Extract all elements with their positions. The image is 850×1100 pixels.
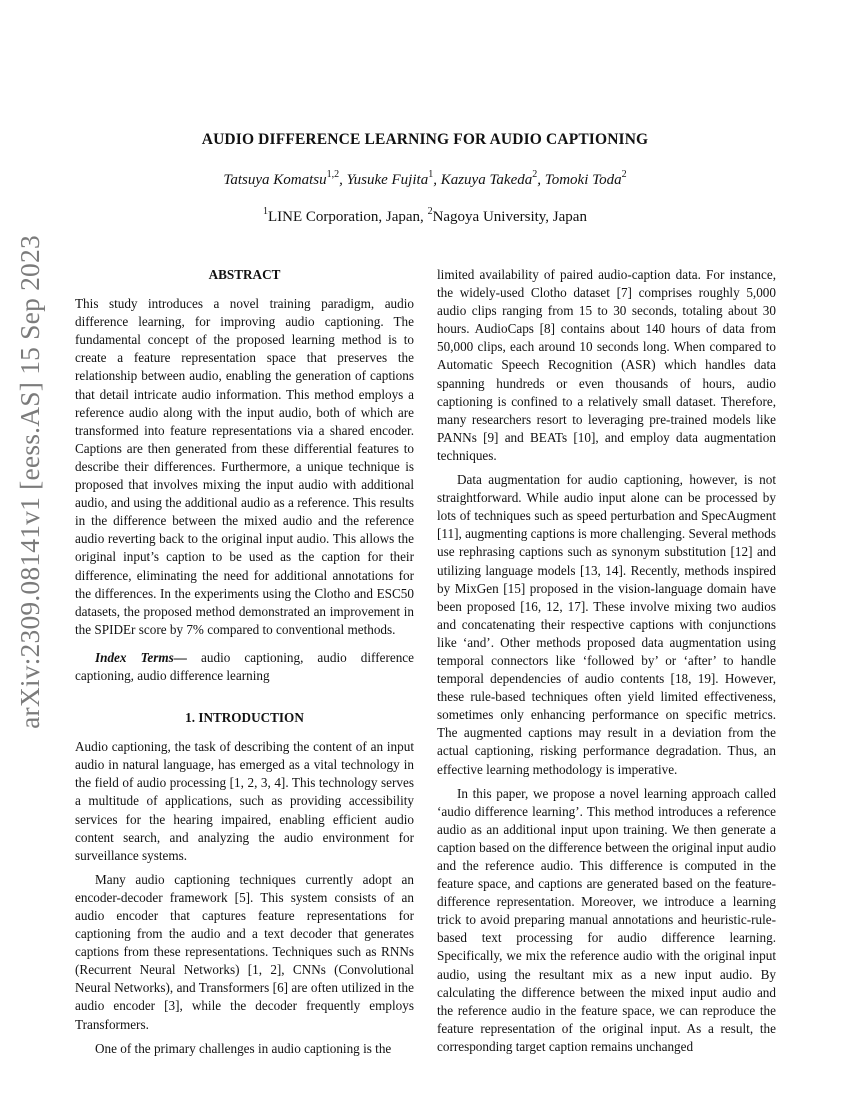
author: Tatsuya Komatsu$^{1,2}$, bbox=[223, 169, 347, 188]
paragraph: Audio captioning, the task of describing the content of an input audio in natural language, has emerged as a vital technology in the field of audio processing [1, 2, 3, 4]. This technology serves a multitude of applications, such as providing accessibility services for the hearing impaired, enabling efficient audio content search, and analyzing the audio environment for surveillance systems. bbox=[75, 739, 414, 863]
paragraph: limited availability of paired audio-caption data. For instance, the widely-used Clotho dataset [7] comprises roughly 5,000 audio clips ranging from 15 to 30 seconds, totaling about 30 hours. AudioCaps [8] contains about 140 hours of data from 50,000 clips, each around 10 seconds long. When compared to Automatic Speech Recognition (ASR) which handles data spanning hundreds or even thousands of hours, audio captioning is confined to a relatively small dataset. Therefore, many researchers resort to leveraging pre-trained models like PANNs [9] and BEATs [10], and employ data augmentation techniques. bbox=[437, 267, 776, 463]
paragraph: One of the primary challenges in audio captioning is the bbox=[95, 1040, 392, 1056]
author: Tomoki Toda$^2$ bbox=[544, 169, 627, 188]
author: Yusuke Fujita$^1$, bbox=[346, 169, 441, 188]
left-column bbox=[75, 266, 414, 1058]
paper-title: AUDIO DIFFERENCE LEARNING FOR AUDIO CAPTIONING bbox=[201, 131, 649, 148]
right-column bbox=[437, 266, 776, 1056]
paragraph: Data augmentation for audio captioning, however, is not straightforward. While audio input alone can be processed by lots of techniques such as speed perturbation and SpecAugment [11], augmenting captions is more challenging. Several methods use rephrasing captions such as synonym substitution [12] and utilizing language models [13, 14]. Recently, methods inspired by MixGen [15] proposed in the vision-language domain have been proposed [16, 12, 17]. These involve mixing two audios and concatenating their respective captions with conjunctions like ‘and’. Other methods proposed data augmentation using temporal connectors like ‘followed by’ or ‘after’ to handle temporal dependencies of audio contents [18, 19]. However, these rule-based techniques often yield limited effectiveness, sometimes only enhancing performance on specific metrics. The augmented captions may result in a deviation from the actual captioning, risking performance degradation. Thus, an effective learning methodology is imperative. bbox=[437, 472, 777, 777]
index-terms: Index Terms— audio captioning, audio difference captioning, audio difference learning bbox=[75, 649, 414, 683]
arxiv-side-stamp bbox=[4, 235, 56, 729]
paragraph: In this paper, we propose a novel learning approach called ‘audio difference learning’. This method introduces a reference audio as an additional input upon training. We then generate a caption based on the difference between the original input audio and the reference audio. This difference is computed in the feature space, and captions are generated based on the feature-difference representation. Moreover, we introduce a learning trick to avoid preparing manual annotations and heuristic-rule-based text processing for audio difference learning. Specifically, we mix the reference audio with the original input audio, using the resultant mix as a new input audio. By calculating the difference between the mixed input audio and the reference audio in the feature space, we can reproduce the feature representation of the original input. As a result, the corresponding target caption remains unchanged bbox=[437, 785, 776, 1054]
affiliations: $^1$LINE Corporation, Japan, $^2$Nagoya University, Japan bbox=[263, 206, 587, 225]
author: Kazuya Takeda$^2$, bbox=[440, 169, 545, 188]
introduction-heading: 1. INTRODUCTION bbox=[185, 710, 304, 726]
arxiv-identifier: arXiv:2309.08141v1 [eess.AS] 15 Sep 2023 bbox=[14, 235, 46, 729]
abstract-text: This study introduces a novel training paradigm, audio difference learning, for improving audio captioning. The fundamental concept of the proposed learning method is to create a feature representation space that preserves the relationship between audio, enabling the generation of captions that detail intricate audio information. This method employs a reference audio along with the input audio, both of which are transformed into feature representations via a shared encoder. Captions are then generated from these differential features to describe their differences. Furthermore, a unique technique is proposed that involves mixing the input audio with additional audio, and using the additional audio as a reference. This results in the difference between the mixed audio and the reference audio reverting back to the original input audio. This allows the original input’s caption to be used as the caption for their difference, eliminating the need for additional annotations for the differences. In the experiments using the Clotho and ESC50 datasets, the proposed method demonstrated an improvement in the SPIDEr score by 7% compared to conventional methods. bbox=[75, 296, 414, 637]
abstract-heading: ABSTRACT bbox=[208, 267, 281, 282]
author-list bbox=[0, 169, 850, 189]
paragraph: Many audio captioning techniques currently adopt an encoder-decoder framework [5]. This system consists of an audio encoder that captures feature representations for captioning from the audio and a text decoder that generates captions from these representations. Techniques such as RNNs (Recurrent Neural Networks) [1, 2], CNNs (Convolutional Neural Networks), and Transformers [6] are often utilized in the audio encoder [3], while the decoder frequently employs Transformers. bbox=[75, 871, 414, 1032]
